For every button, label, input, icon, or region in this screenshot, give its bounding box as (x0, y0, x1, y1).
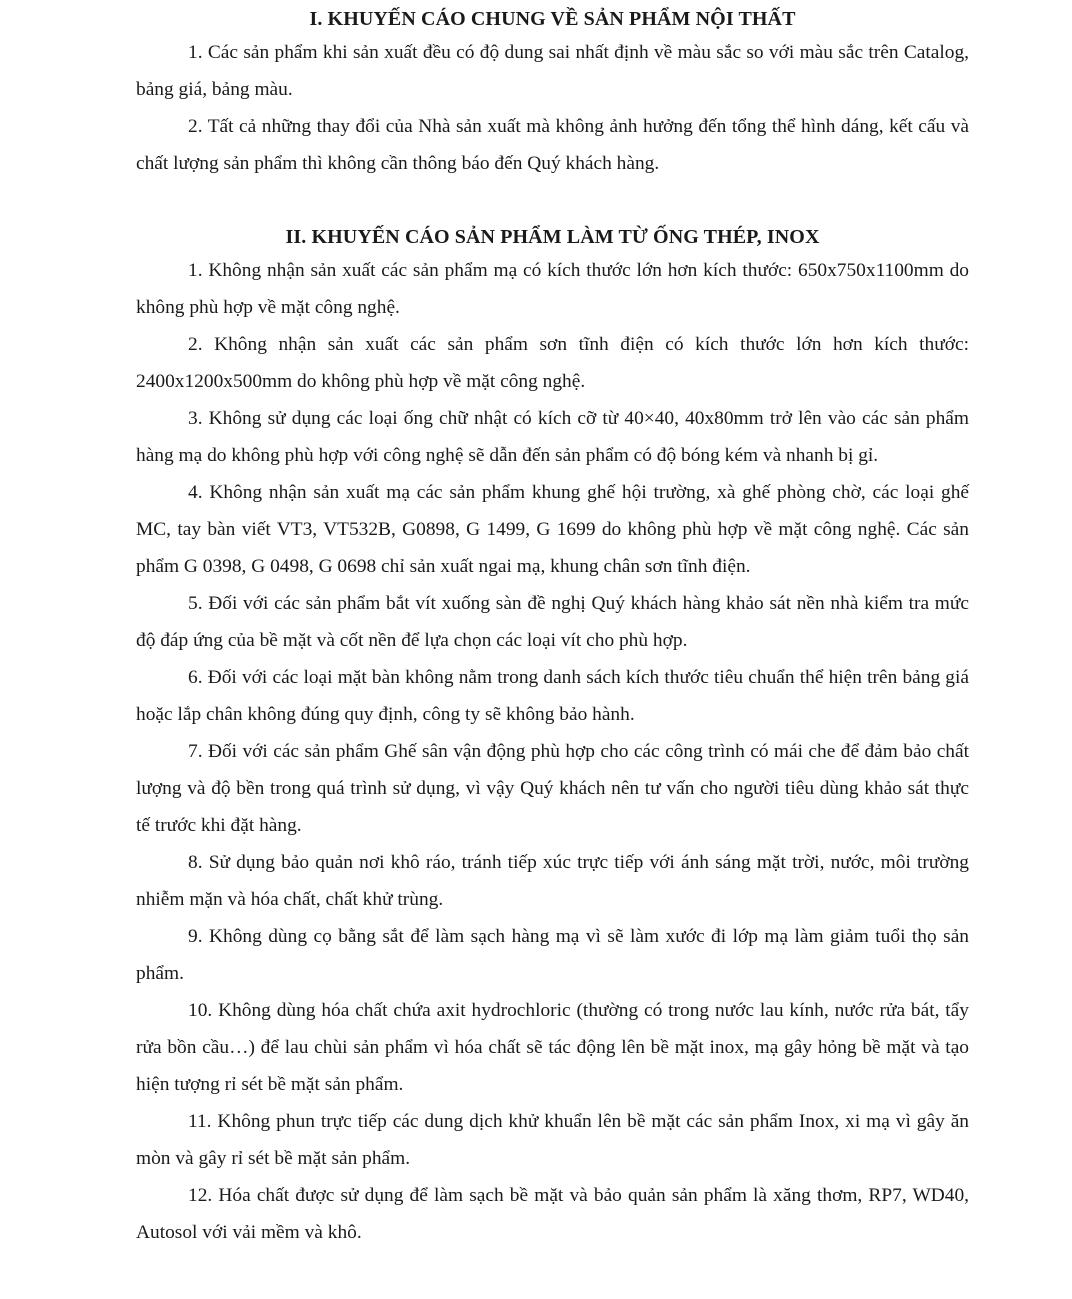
section-2-item-10: 10. Không dùng hóa chất chứa axit hydrochloric (thường có trong nước lau kính, nước rửa bát, tẩy rửa bồn cầu…) để lau chùi sản phẩm vì hóa chất sẽ tác động lên bề mặt inox, mạ gây hỏng bề mặt và tạo hiện tượng rỉ sét bề mặt sản phẩm. (136, 1000, 969, 1095)
section-2-item-11: 11. Không phun trực tiếp các dung dịch khử khuẩn lên bề mặt các sản phẩm Inox, xi mạ vì gây ăn mòn và gây rỉ sét bề mặt sản phẩm. (136, 1111, 969, 1169)
section-2-item-12: 12. Hóa chất được sử dụng để làm sạch bề mặt và bảo quản sản phẩm là xăng thơm, RP7, WD40, Autosol với vải mềm và khô. (136, 1185, 969, 1243)
section-1-item-1: 1. Các sản phẩm khi sản xuất đều có độ dung sai nhất định về màu sắc so với màu sắc trên Catalog, bảng giá, bảng màu. (136, 42, 969, 100)
section-2-item-4: 4. Không nhận sản xuất mạ các sản phẩm khung ghế hội trường, xà ghế phòng chờ, các loại ghế MC, tay bàn viết VT3, VT532B, G0898, G 1499, G 1699 do không phù hợp về mặt công nghệ. Các sản phẩm G 0398, G 0498, G 0698 chỉ sản xuất ngai mạ, khung chân sơn tĩnh điện. (136, 482, 969, 577)
section-2-item-8: 8. Sử dụng bảo quản nơi khô ráo, tránh tiếp xúc trực tiếp với ánh sáng mặt trời, nước, môi trường nhiễm mặn và hóa chất, chất khử trùng. (136, 852, 969, 910)
section-1-title: I. KHUYẾN CÁO CHUNG VỀ SẢN PHẨM NỘI THẤT (309, 8, 796, 30)
section-2-item-1: 1. Không nhận sản xuất các sản phẩm mạ có kích thước lớn hơn kích thước: 650x750x1100mm do không phù hợp về mặt công nghệ. (136, 260, 969, 318)
section-steel-inox-recommendations (136, 224, 969, 1251)
section-2-item-9: 9. Không dùng cọ bằng sắt để làm sạch hàng mạ vì sẽ làm xước đi lớp mạ làm giảm tuổi thọ sản phẩm. (136, 926, 969, 984)
section-2-item-2: 2. Không nhận sản xuất các sản phẩm sơn tĩnh điện có kích thước lớn hơn kích thước: 2400x1200x500mm do không phù hợp về mặt công nghệ. (136, 334, 969, 392)
section-general-recommendations (136, 6, 969, 182)
section-2-item-5: 5. Đối với các sản phẩm bắt vít xuống sàn đề nghị Quý khách hàng khảo sát nền nhà kiểm tra mức độ đáp ứng của bề mặt và cốt nền để lựa chọn các loại vít cho phù hợp. (136, 593, 969, 651)
section-2-item-6: 6. Đối với các loại mặt bàn không nằm trong danh sách kích thước tiêu chuẩn thể hiện trên bảng giá hoặc lắp chân không đúng quy định, công ty sẽ không bảo hành. (136, 667, 969, 725)
section-1-item-2: 2. Tất cả những thay đổi của Nhà sản xuất mà không ảnh hưởng đến tổng thể hình dáng, kết cấu và chất lượng sản phẩm thì không cần thông báo đến Quý khách hàng. (136, 116, 969, 174)
section-2-item-3: 3. Không sử dụng các loại ống chữ nhật có kích cỡ từ 40×40, 40x80mm trở lên vào các sản phẩm hàng mạ do không phù hợp với công nghệ sẽ dẫn đến sản phẩm có độ bóng kém và nhanh bị gỉ. (136, 408, 969, 466)
section-2-title: II. KHUYẾN CÁO SẢN PHẨM LÀM TỪ ỐNG THÉP, INOX (285, 226, 820, 248)
section-2-item-7: 7. Đối với các sản phẩm Ghế sân vận động phù hợp cho các công trình có mái che để đảm bảo chất lượng và độ bền trong quá trình sử dụng, vì vậy Quý khách nên tư vấn cho người tiêu dùng khảo sát thực tế trước khi đặt hàng. (136, 741, 969, 836)
